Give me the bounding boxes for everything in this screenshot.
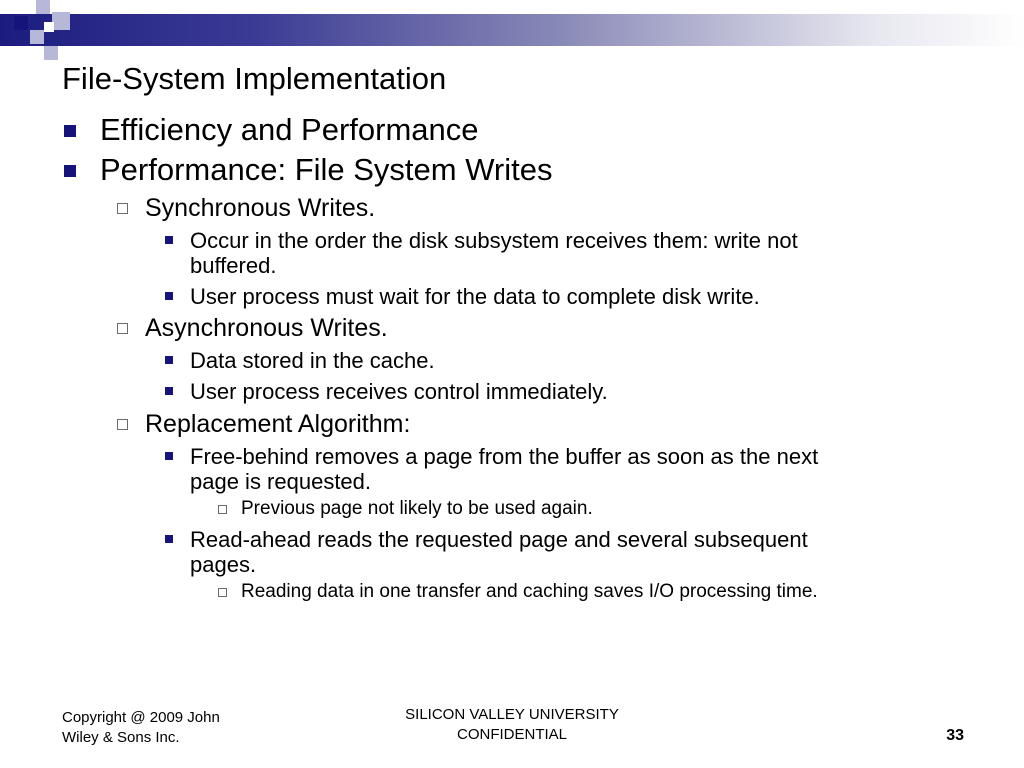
- slide-title: File-System Implementation: [62, 61, 447, 96]
- hollow-square-bullet-icon: [218, 505, 227, 514]
- bullet-free-behind-line2: page is requested.: [190, 469, 372, 494]
- bullet-data-cache: Data stored in the cache.: [190, 348, 435, 373]
- square-bullet-icon: [165, 236, 173, 244]
- square-bullet-icon: [165, 387, 173, 395]
- bullet-replacement-algorithm: Replacement Algorithm:: [145, 410, 411, 438]
- bullet-read-ahead-line1: Read-ahead reads the requested page and several subsequent: [190, 527, 808, 552]
- square-bullet-icon: [64, 125, 76, 137]
- footer-confidential: [352, 705, 672, 745]
- header-gradient-bar: [0, 14, 1024, 46]
- square-bullet-icon: [165, 452, 173, 460]
- logo-square-dark: [14, 16, 28, 30]
- slide-number: 33: [946, 727, 964, 744]
- bullet-efficiency: Efficiency and Performance: [100, 112, 479, 147]
- hollow-square-bullet-icon: [117, 203, 128, 214]
- logo-square-white: [44, 22, 54, 32]
- bullet-occur-order-line1: Occur in the order the disk subsystem receives them: write not: [190, 228, 798, 253]
- square-bullet-icon: [64, 165, 76, 177]
- bullet-read-ahead-line2: pages.: [190, 552, 257, 577]
- footer-copyright-line1: Copyright @ 2009 John: [62, 709, 220, 726]
- bullet-previous-page: Previous page not likely to be used again.: [241, 498, 593, 519]
- hollow-square-bullet-icon: [218, 588, 227, 597]
- hollow-square-bullet-icon: [117, 323, 128, 334]
- logo-square-light: [30, 30, 44, 44]
- square-bullet-icon: [165, 292, 173, 300]
- square-bullet-icon: [165, 356, 173, 364]
- logo-square-light: [36, 0, 50, 14]
- bullet-sync-writes: Synchronous Writes.: [145, 194, 376, 222]
- bullet-user-wait: User process must wait for the data to complete disk write.: [190, 284, 760, 309]
- bullet-occur-order-line2: buffered.: [190, 253, 277, 278]
- bullet-free-behind-line1: Free-behind removes a page from the buffer as soon as the next: [190, 444, 819, 469]
- bullet-reading-data: Reading data in one transfer and caching saves I/O processing time.: [241, 581, 818, 602]
- footer-center-line1: SILICON VALLEY UNIVERSITY: [405, 706, 619, 723]
- bullet-fs-writes: Performance: File System Writes: [100, 152, 553, 187]
- footer-copyright: [62, 708, 282, 748]
- footer-center-line2: CONFIDENTIAL: [456, 726, 567, 743]
- square-bullet-icon: [165, 535, 173, 543]
- footer-copyright-line2: Wiley & Sons Inc.: [62, 729, 180, 746]
- bullet-async-writes: Asynchronous Writes.: [145, 314, 388, 342]
- logo-square-light: [44, 46, 58, 60]
- bullet-user-control: User process receives control immediately.: [190, 379, 608, 404]
- hollow-square-bullet-icon: [117, 419, 128, 430]
- logo-square-light: [52, 12, 70, 30]
